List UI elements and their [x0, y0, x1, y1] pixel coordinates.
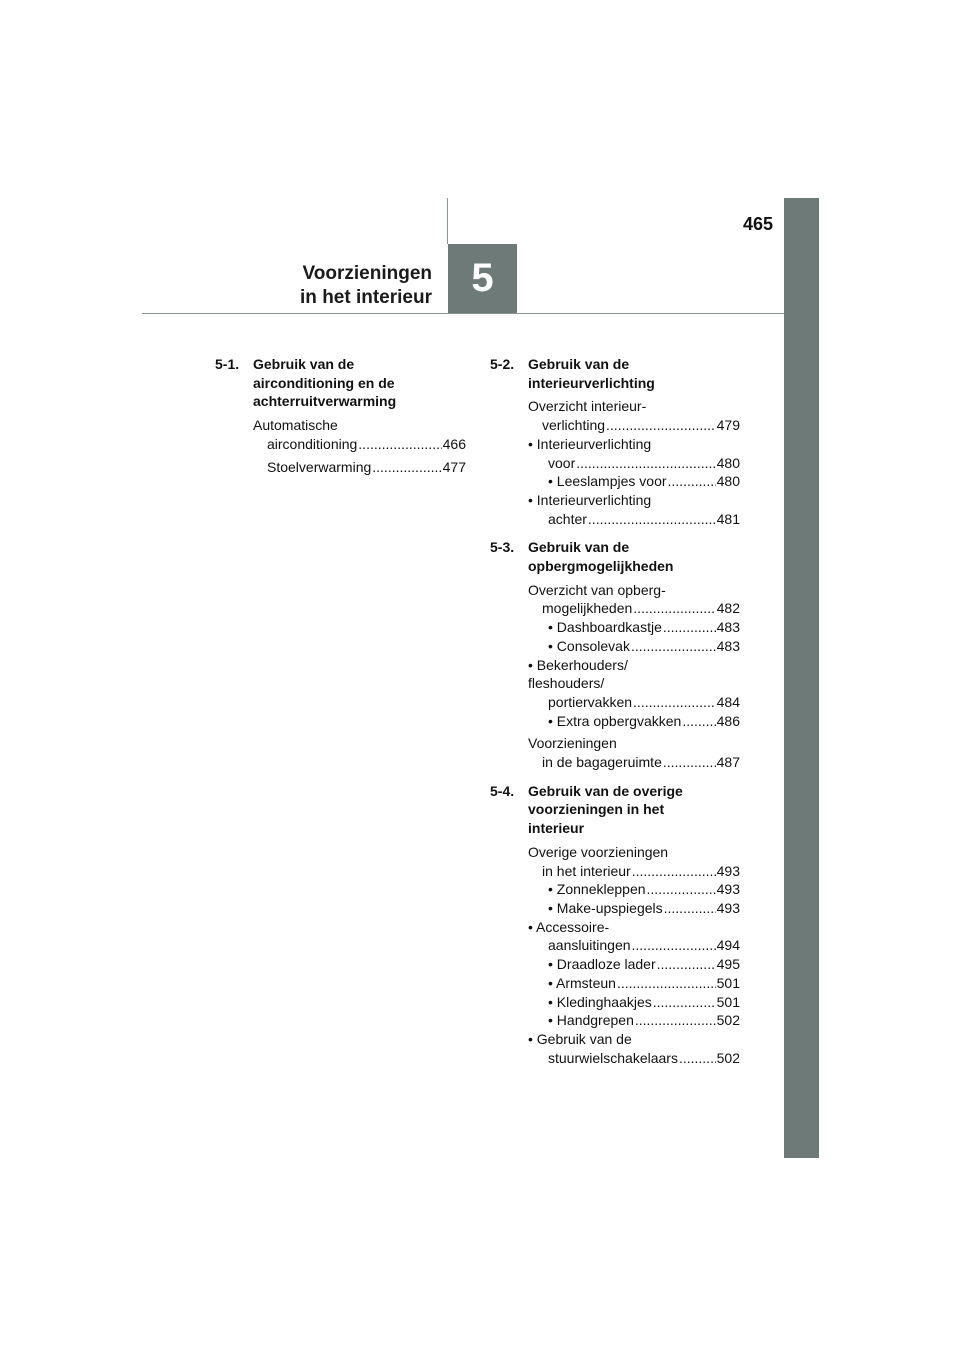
- entry-leader-line: [548, 880, 740, 899]
- entry-text: • Extra opbergvakken: [548, 712, 682, 729]
- chapter-number-box: 5: [448, 244, 517, 313]
- header-horizontal-rule: [142, 313, 784, 314]
- entry-text: • Handgrepen: [548, 1012, 634, 1029]
- toc-entry-link[interactable]: [528, 581, 740, 618]
- entry-text: airconditioning: [267, 435, 358, 452]
- dot-leader: [682, 712, 715, 731]
- toc-entry-link[interactable]: [528, 397, 740, 434]
- toc-column-right: [490, 355, 740, 1077]
- entry-leader-line: [548, 993, 740, 1012]
- entry-leader-line: [548, 1049, 740, 1068]
- page-ref: 486: [716, 712, 740, 729]
- entry-text: fleshouders/: [528, 675, 605, 692]
- entry-leader-line: [267, 458, 466, 477]
- section-title: [528, 538, 673, 575]
- entry-text: • Armsteun: [548, 974, 616, 991]
- entry-text: stuurwielschakelaars: [548, 1049, 678, 1066]
- entry-leader-line: [548, 936, 740, 955]
- entry-text: • Bekerhouders/: [528, 656, 628, 673]
- entry-text: verlichting: [542, 417, 606, 434]
- header-vertical-rule: [447, 198, 448, 244]
- page-ref: 495: [716, 956, 740, 973]
- toc-column-left: [215, 355, 466, 486]
- section-title-line: opbergmogelijkheden: [528, 558, 674, 575]
- page-ref: 484: [716, 693, 740, 710]
- entry-leader-line: [548, 899, 740, 918]
- entry-text: • Leeslampjes voor: [548, 473, 667, 490]
- toc-subentry-link[interactable]: [528, 955, 740, 974]
- entry-text: aansluitingen: [548, 937, 631, 954]
- toc-subentry-link[interactable]: [528, 491, 740, 528]
- entry-text: Automatische: [253, 417, 338, 434]
- page-ref: 482: [716, 600, 740, 617]
- dot-leader: [633, 693, 716, 712]
- page-ref: 479: [716, 417, 740, 434]
- entry-leader-line: [548, 955, 740, 974]
- toc-entry-link[interactable]: [528, 843, 740, 880]
- entry-text: in het interieur: [542, 862, 631, 879]
- entry-leader-line: [542, 416, 740, 435]
- page-ref: 502: [716, 1012, 740, 1029]
- page-ref: 483: [716, 637, 740, 654]
- section-number: 5-2.: [490, 356, 515, 372]
- page-ref: 493: [716, 862, 740, 879]
- entry-leader-line: [542, 753, 740, 772]
- section-heading: [490, 538, 740, 575]
- section-number: 5-3.: [490, 539, 515, 556]
- toc-subentry-link[interactable]: [528, 435, 740, 472]
- section-heading: [490, 782, 740, 838]
- entry-leader-line: [548, 693, 740, 712]
- entry-text: Stoelverwarming: [267, 458, 372, 475]
- toc-subentry-link[interactable]: [528, 637, 740, 656]
- toc-subentry-link[interactable]: [528, 880, 740, 899]
- section-title: [528, 355, 655, 392]
- entry-text: mogelijkheden: [542, 600, 633, 617]
- page-ref: 502: [716, 1049, 740, 1066]
- toc-subentry-link[interactable]: [528, 1030, 740, 1067]
- dot-leader: [358, 435, 441, 454]
- entry-text: achter: [548, 510, 587, 527]
- section-title: [528, 782, 683, 838]
- section-title-line: Gebruik van de: [528, 356, 630, 372]
- chapter-title-line: in het interieur: [300, 287, 432, 308]
- entry-text: • Make-upspiegels: [548, 899, 663, 916]
- entry-leader-line: [548, 618, 740, 637]
- entry-leader-line: [548, 637, 740, 656]
- dot-leader: [633, 599, 715, 618]
- section-title-line: Gebruik van de overige: [528, 782, 683, 799]
- dot-leader: [653, 993, 716, 1012]
- section-heading: [490, 355, 740, 392]
- toc-subentry-link[interactable]: [528, 472, 740, 491]
- toc-entry-link[interactable]: [253, 458, 466, 477]
- page-ref: 501: [716, 974, 740, 991]
- dot-leader: [663, 753, 716, 772]
- page-ref: 487: [716, 754, 740, 771]
- section-number: 5-4.: [490, 782, 515, 799]
- entry-text: • Dashboardkastje: [548, 619, 662, 636]
- entry-text: in de bagageruimte: [542, 754, 662, 771]
- entry-text: voor: [548, 454, 576, 471]
- entry-text: • Kledinghaakjes: [548, 993, 652, 1010]
- page-ref: 483: [716, 619, 740, 636]
- page-ref: 481: [716, 510, 740, 527]
- page-number: 465: [742, 214, 773, 234]
- entry-text: • Draadloze lader: [548, 956, 656, 973]
- entry-text: • Interieurverlichting: [528, 435, 652, 452]
- section-title-line: Gebruik van de: [253, 356, 355, 372]
- toc-entry-link[interactable]: [528, 734, 740, 771]
- toc-subentry-link[interactable]: [528, 993, 740, 1012]
- toc-subentry-link[interactable]: [528, 656, 740, 712]
- page-ref: 466: [442, 435, 466, 452]
- dot-leader: [606, 416, 716, 435]
- section-title-line: interieurverlichting: [528, 374, 655, 391]
- chapter-title: [200, 262, 432, 310]
- entry-text: • Accessoire-: [528, 918, 610, 935]
- entry-leader-line: [548, 974, 740, 993]
- entry-text: • Gebruik van de: [528, 1030, 632, 1047]
- toc-section-5-2: [490, 355, 740, 528]
- entry-leader-line: [542, 862, 740, 881]
- toc-subentry-link[interactable]: [528, 899, 740, 918]
- dot-leader: [631, 637, 716, 656]
- dot-leader: [657, 955, 716, 974]
- section-title-line: voorzieningen in het: [528, 801, 665, 818]
- entry-text: • Interieurverlichting: [528, 491, 652, 508]
- entry-leader-line: [548, 712, 740, 731]
- entry-leader-line: [267, 435, 466, 454]
- entry-leader-line: [548, 472, 740, 491]
- entry-text: Overzicht interieur-: [528, 398, 647, 415]
- entry-leader-line: [548, 1011, 740, 1030]
- entry-text: • Zonnekleppen: [548, 881, 646, 898]
- chapter-side-tab: [784, 198, 819, 1158]
- page-ref: 501: [716, 993, 740, 1010]
- entry-text: Voorzieningen: [528, 735, 617, 752]
- page-ref: 494: [716, 937, 740, 954]
- entry-text: Overige voorzieningen: [528, 843, 669, 860]
- entry-text: portiervakken: [548, 693, 633, 710]
- section-title-line: Gebruik van de: [528, 539, 630, 556]
- section-title-line: interieur: [528, 820, 585, 837]
- page-ref: 493: [716, 881, 740, 898]
- page-ref: 477: [442, 458, 466, 475]
- dot-leader: [663, 618, 716, 637]
- dot-leader: [679, 1049, 716, 1068]
- dot-leader: [668, 472, 716, 491]
- dot-leader: [372, 458, 441, 477]
- dot-leader: [588, 510, 716, 529]
- page-ref: 480: [716, 454, 740, 471]
- toc-section-5-3: [490, 538, 740, 771]
- toc-subentry-link[interactable]: [528, 712, 740, 731]
- chapter-title-line: Voorzieningen: [302, 263, 432, 284]
- section-number: 5-1.: [215, 356, 240, 372]
- toc-subentry-link[interactable]: [528, 918, 740, 955]
- section-title: [253, 355, 396, 411]
- entry-text: Overzicht van opberg-: [528, 581, 666, 598]
- page-ref: 480: [716, 473, 740, 490]
- toc-entry-link[interactable]: [253, 416, 466, 453]
- dot-leader: [632, 862, 716, 881]
- section-title-line: airconditioning en de: [253, 374, 395, 391]
- toc-subentry-link[interactable]: [528, 974, 740, 993]
- entry-leader-line: [548, 510, 740, 529]
- dot-leader: [635, 1011, 716, 1030]
- section-title-line: achterruitverwarming: [253, 393, 397, 410]
- dot-leader: [664, 899, 716, 918]
- toc-section-5-4: [490, 782, 740, 1068]
- dot-leader: [617, 974, 716, 993]
- toc-subentry-link[interactable]: [528, 618, 740, 637]
- page-ref: 493: [716, 899, 740, 916]
- entry-leader-line: [548, 454, 740, 473]
- entry-leader-line: [542, 599, 740, 618]
- toc-subentry-link[interactable]: [528, 1011, 740, 1030]
- dot-leader: [647, 880, 716, 899]
- toc-section-5-1: [215, 355, 466, 476]
- dot-leader: [576, 454, 715, 473]
- section-heading: [215, 355, 466, 411]
- dot-leader: [632, 936, 716, 955]
- entry-text: • Consolevak: [548, 637, 630, 654]
